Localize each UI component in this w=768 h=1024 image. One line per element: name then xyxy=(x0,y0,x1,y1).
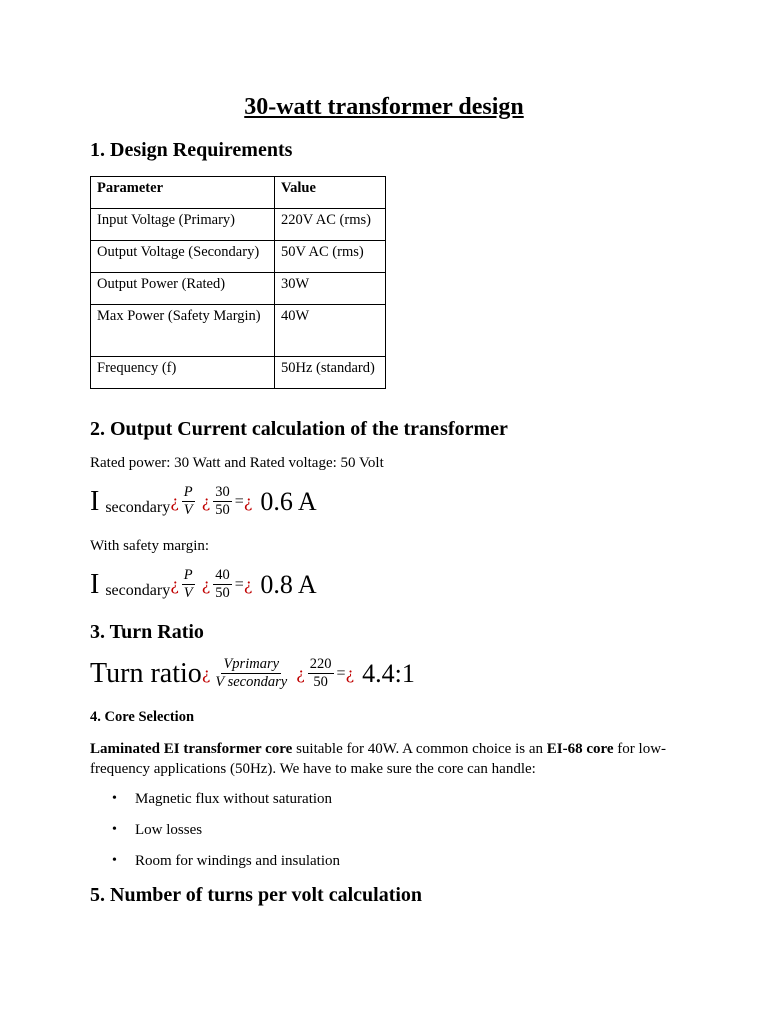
section-heading-turn-ratio: 3. Turn Ratio xyxy=(90,621,204,643)
turn-ratio-equation xyxy=(90,656,415,691)
requirements-table xyxy=(90,176,386,389)
placeholder-glyph: ¿ xyxy=(243,575,253,594)
fraction-denominator: V secondary xyxy=(215,674,288,690)
section-heading-design-requirements: 1. Design Requirements xyxy=(90,139,293,161)
equation-result: 0.8 A xyxy=(260,569,317,599)
core-text: suitable for 40W. A common choice is an xyxy=(292,741,547,757)
list-item: • Room for windings and insulation xyxy=(90,850,340,881)
table-cell: Frequency (f) xyxy=(91,357,275,389)
placeholder-glyph: ¿ xyxy=(201,575,211,594)
fraction-denominator: 50 xyxy=(313,674,328,690)
equals-sign: = xyxy=(336,664,346,682)
numeric-fraction xyxy=(213,567,232,602)
placeholder-glyph: ¿ xyxy=(201,664,211,683)
equals-sign: = xyxy=(234,575,244,593)
list-item: • Low losses xyxy=(90,819,340,850)
voltage-ratio-fraction xyxy=(213,656,289,691)
table-header-row xyxy=(91,177,386,209)
power-over-voltage-fraction xyxy=(182,567,195,602)
turn-ratio-label: Turn ratio xyxy=(90,657,202,689)
fraction-numerator: P xyxy=(183,567,193,583)
table-row xyxy=(91,209,386,241)
fraction-denominator: V xyxy=(183,502,193,518)
fraction-numerator: 30 xyxy=(215,484,230,500)
placeholder-glyph: ¿ xyxy=(201,492,211,511)
current-subscript: secondary xyxy=(105,581,171,599)
fraction-numerator: 220 xyxy=(309,656,332,672)
placeholder-glyph: ¿ xyxy=(243,492,253,511)
rated-values-text: Rated power: 30 Watt and Rated voltage: 50 Volt xyxy=(90,455,384,471)
core-text: for low-frequency applications (50Hz). We have to make sure the core can handle: xyxy=(90,741,667,777)
table-header-cell: Value xyxy=(275,177,386,209)
list-item: • Magnetic flux without saturation xyxy=(90,788,340,819)
table-header-cell: Parameter xyxy=(91,177,275,209)
equals-sign: = xyxy=(234,492,244,510)
numeric-fraction xyxy=(213,484,232,519)
placeholder-glyph: ¿ xyxy=(170,575,179,594)
section-heading-turns-per-volt: 5. Number of turns per volt calculation xyxy=(90,884,423,906)
current-symbol: I xyxy=(90,485,100,517)
table-cell: 220V AC (rms) xyxy=(275,209,386,241)
fraction-numerator: P xyxy=(183,484,193,500)
table-cell: Input Voltage (Primary) xyxy=(91,209,275,241)
safety-margin-label: With safety margin: xyxy=(90,538,210,554)
fraction-numerator: Vprimary xyxy=(223,656,280,672)
equation-result: 0.6 A xyxy=(260,486,317,516)
placeholder-glyph: ¿ xyxy=(345,664,355,683)
equation-result: 4.4:1 xyxy=(362,658,415,688)
core-requirements-list xyxy=(90,788,340,881)
table-row xyxy=(91,241,386,273)
fraction-numerator: 40 xyxy=(215,567,230,583)
table-cell: 50V AC (rms) xyxy=(275,241,386,273)
table-cell: Output Power (Rated) xyxy=(91,273,275,305)
fraction-denominator: 50 xyxy=(215,585,230,601)
table-row xyxy=(91,273,386,305)
document-title: 30-watt transformer design xyxy=(244,94,524,120)
output-current-equation xyxy=(90,484,317,519)
table-cell: 40W xyxy=(275,305,386,357)
safety-current-equation xyxy=(90,567,317,602)
core-selection-paragraph xyxy=(90,739,678,779)
table-cell: Max Power (Safety Margin) xyxy=(91,305,275,357)
current-symbol: I xyxy=(90,568,100,600)
table-row xyxy=(91,305,386,357)
table-cell: 50Hz (standard) xyxy=(275,357,386,389)
fraction-denominator: 50 xyxy=(215,502,230,518)
core-model-bold: EI-68 core xyxy=(546,741,614,757)
table-cell: Output Voltage (Secondary) xyxy=(91,241,275,273)
numeric-fraction xyxy=(308,656,334,691)
placeholder-glyph: ¿ xyxy=(296,664,305,683)
current-subscript: secondary xyxy=(105,498,171,516)
core-type-bold: Laminated EI transformer core xyxy=(90,741,293,757)
power-over-voltage-fraction xyxy=(182,484,195,519)
section-heading-output-current: 2. Output Current calculation of the transformer xyxy=(90,418,508,440)
placeholder-glyph: ¿ xyxy=(170,492,179,511)
table-row xyxy=(91,357,386,389)
table-cell: 30W xyxy=(275,273,386,305)
fraction-denominator: V xyxy=(183,585,193,601)
section-heading-core-selection: 4. Core Selection xyxy=(90,709,195,725)
